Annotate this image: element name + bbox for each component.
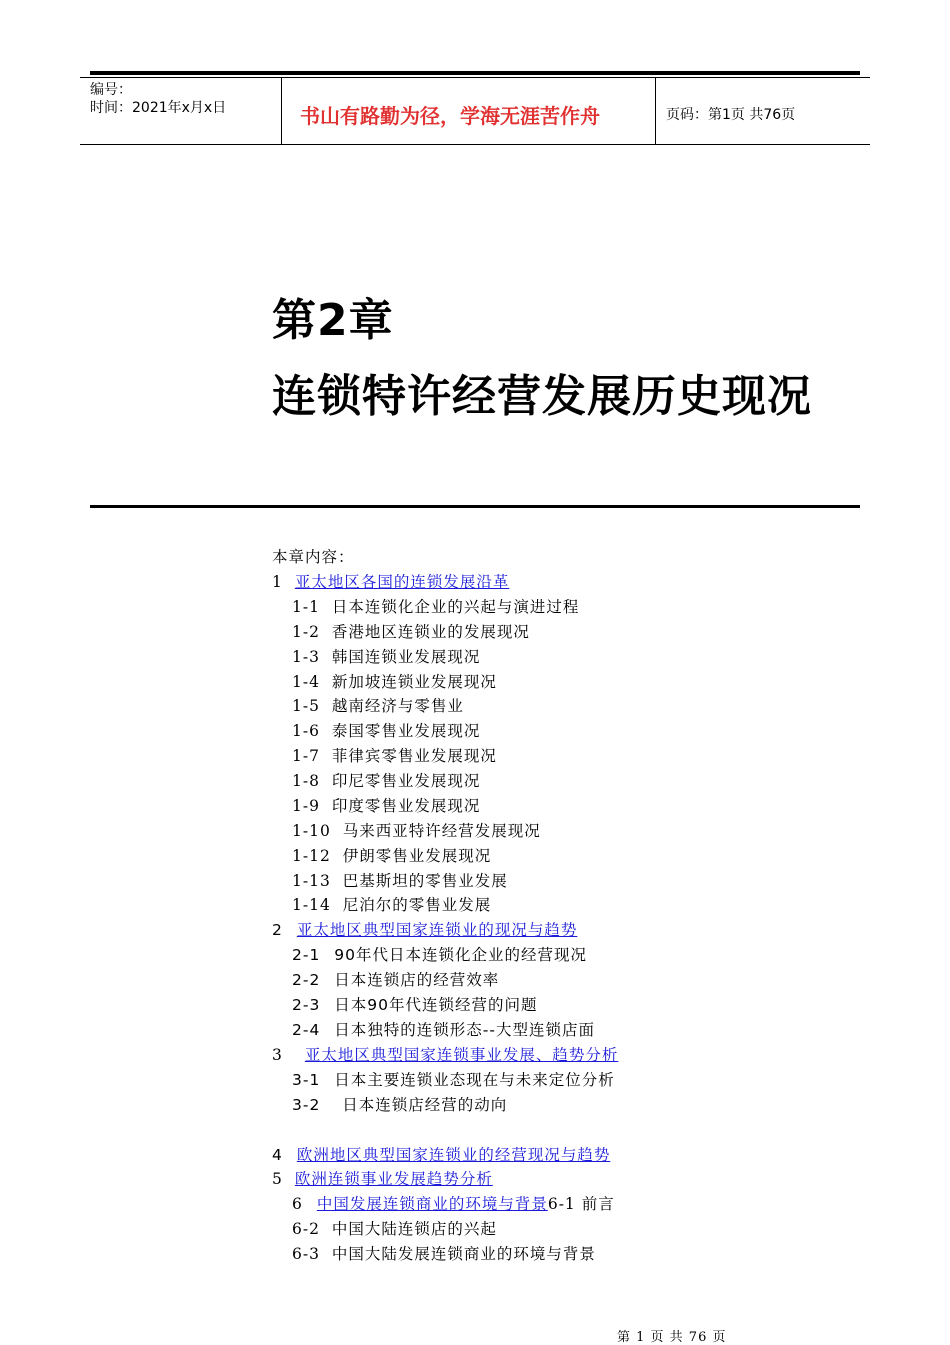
toc-item [292,995,538,1015]
toc-item-text: 韩国连锁业发展现况 [331,648,481,666]
toc-item [292,796,480,816]
toc-item [292,846,491,866]
toc-item-text: 菲律宾零售业发展现况 [331,747,497,765]
toc-item-number: 1-8 [292,772,320,790]
toc-item-number: 1 [272,573,283,591]
toc-item [292,597,579,617]
toc-item [272,1169,493,1189]
toc-link[interactable]: 亚太地区典型国家连锁业的现况与趋势 [296,921,578,939]
toc-item-number: 2 [272,921,283,939]
toc-item [292,1020,595,1040]
toc-item [272,1145,610,1165]
toc-item-text: 尼泊尔的零售业发展 [342,896,492,914]
toc-intro: 本章内容： [272,548,355,566]
toc-item-number: 5 [272,1170,283,1188]
toc-item-text: 泰国零售业发展现况 [331,722,481,740]
toc-item [292,622,530,642]
toc-item [292,945,587,965]
toc-item-text: 日本连锁店的经营效率 [334,971,500,989]
toc-item-suffix: 6-1 前言 [547,1195,615,1213]
toc-link[interactable]: 欧洲地区典型国家连锁业的经营现况与趋势 [296,1146,611,1164]
toc-item [292,821,541,841]
toc-link[interactable]: 欧洲连锁事业发展趋势分析 [294,1170,493,1188]
toc-item-number: 2-4 [292,1021,321,1039]
header-motto: 书山有路勤为径，学海无涯苦作舟 [300,104,600,128]
toc-item-number: 1-10 [292,822,331,840]
toc-item [292,970,499,990]
toc-item-text: 日本独特的连锁形态--大型连锁店面 [334,1021,595,1039]
header-motto-cell [282,78,656,144]
toc-item-number: 2-1 [292,946,321,964]
toc-item-text: 日本连锁化企业的兴起与演进过程 [331,598,580,616]
toc-item-number: 1-3 [292,648,320,666]
toc-item-number: 1-7 [292,747,320,765]
header-top-rule [90,71,860,75]
toc-item [292,1244,596,1264]
toc-item-number: 1-12 [292,847,331,865]
toc-item-number: 1-6 [292,722,320,740]
toc-item [292,696,464,716]
toc-item-number: 2-3 [292,996,321,1014]
toc-item [292,1194,615,1214]
toc-item-number: 1-2 [292,623,320,641]
document-time-label: 时间：2021年x月x日 [90,100,227,116]
toc-item-number: 6-3 [292,1245,320,1263]
toc-item-number: 6 [292,1195,303,1213]
toc-item-text: 越南经济与零售业 [331,697,464,715]
toc-item-text: 中国大陆发展连锁商业的环境与背景 [331,1245,596,1263]
toc-item-number: 1-14 [292,896,331,914]
header-page-info: 页码：第1页 共76页 [666,107,796,123]
toc-item [292,721,480,741]
toc-item-number: 3-2 [292,1096,321,1114]
chapter-title: 连锁特许经营发展历史现况 [272,371,812,422]
toc-item-number: 3-1 [292,1071,321,1089]
toc-item-text: 马来西亚特许经营发展现况 [342,822,541,840]
toc-item-text: 印尼零售业发展现况 [331,772,481,790]
toc-link[interactable]: 中国发展连锁商业的环境与背景 [316,1195,548,1213]
toc-item [272,572,509,592]
toc-item-number: 2-2 [292,971,321,989]
toc-item-number: 4 [272,1146,283,1164]
toc-item-text: 日本主要连锁业态现在与未来定位分析 [334,1071,615,1089]
toc-item [292,1219,497,1239]
toc-item-text: 日本90年代连锁经营的问题 [334,996,538,1014]
header-meta-cell [80,78,282,144]
toc-item-text: 印度零售业发展现况 [331,797,481,815]
toc-item-number: 6-2 [292,1220,320,1238]
toc-link[interactable]: 亚太地区各国的连锁发展沿革 [294,573,510,591]
toc-item-number: 1-5 [292,697,320,715]
toc-item-number: 1-9 [292,797,320,815]
document-number-label: 编号： [90,82,132,98]
toc-item-number: 1-4 [292,673,320,691]
toc-item [292,895,491,915]
toc-item-text: 中国大陆连锁店的兴起 [331,1220,497,1238]
toc-item-text: 90年代日本连锁化企业的经营现况 [334,946,587,964]
header-page-cell [656,78,870,144]
toc-item [292,672,497,692]
toc-item [272,920,577,940]
toc-item [272,1045,618,1065]
toc-item [292,771,480,791]
page-footer: 第 1 页 共 76 页 [617,1330,727,1345]
toc-item [292,871,508,891]
chapter-divider [90,505,860,508]
toc-item-text: 日本连锁店经营的动向 [342,1096,508,1114]
chapter-number: 第2章 [272,295,394,346]
toc-item-number: 1-13 [292,872,331,890]
toc-item-text: 伊朗零售业发展现况 [342,847,492,865]
toc-item-number: 1-1 [292,598,320,616]
toc-item-number: 3 [272,1046,283,1064]
toc-item [292,1070,615,1090]
document-header [80,77,870,145]
toc-item [292,746,497,766]
toc-item-text: 新加坡连锁业发展现况 [331,673,497,691]
toc-item-text: 巴基斯坦的零售业发展 [342,872,508,890]
toc-item [292,647,480,667]
toc-item [292,1095,507,1115]
toc-link[interactable]: 亚太地区典型国家连锁事业发展、趋势分析 [304,1046,619,1064]
toc-item-text: 香港地区连锁业的发展现况 [331,623,530,641]
